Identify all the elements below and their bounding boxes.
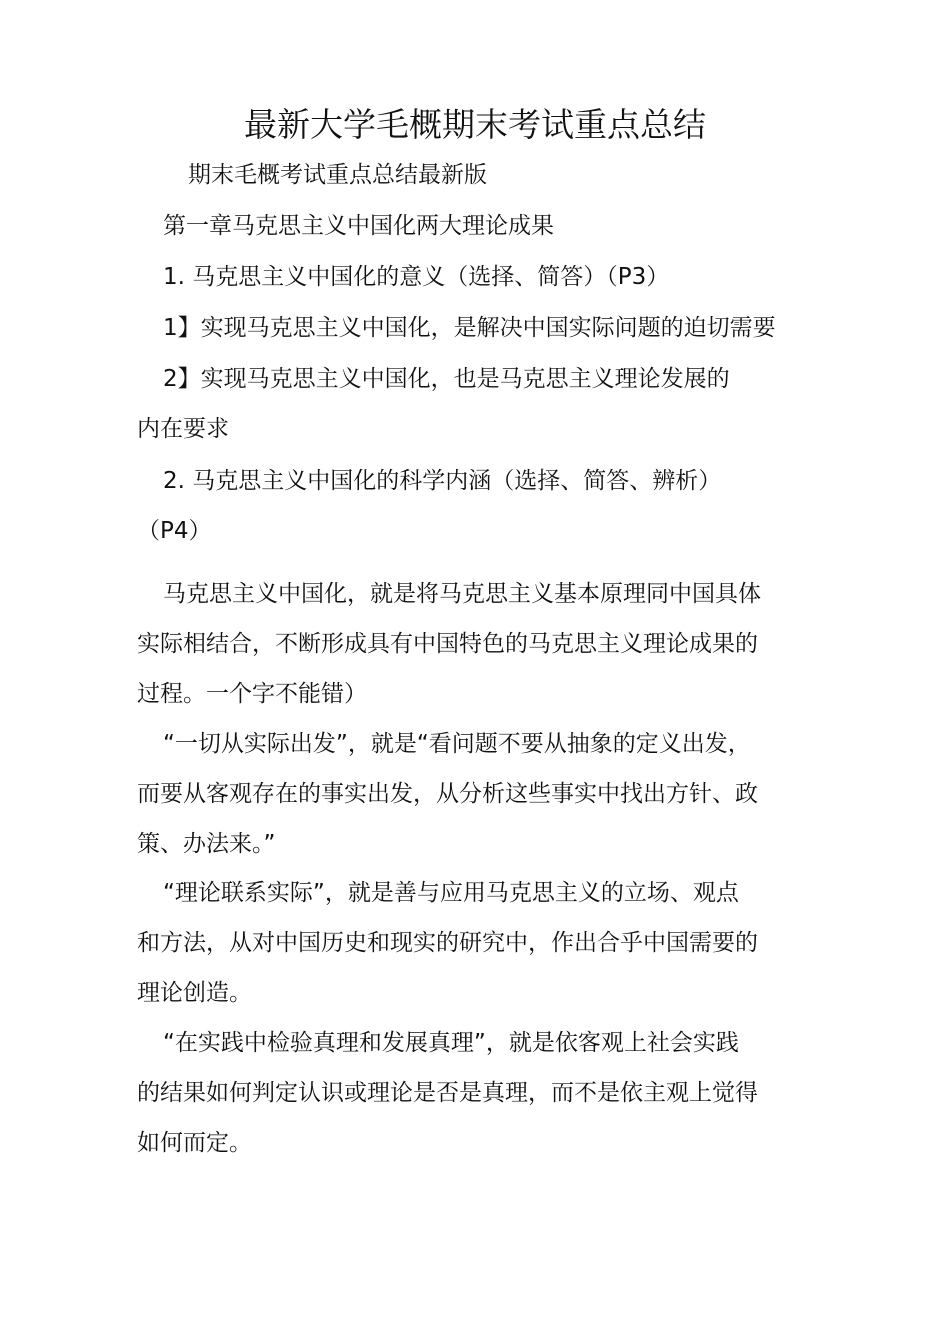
paragraph-line: “在实践中检验真理和发展真理”，就是依客观上社会实践 [163, 1030, 739, 1056]
paragraph-line: 策、办法来。” [137, 831, 276, 857]
document-title: 最新大学毛概期末考试重点总结 [244, 105, 706, 144]
paragraph-line: 理论创造。 [137, 980, 252, 1006]
paragraph-line: 和方法，从对中国历史和现实的研究中，作出合乎中国需要的 [137, 930, 758, 956]
paragraph-line: 马克思主义中国化，就是将马克思主义基本原理同中国具体 [163, 581, 761, 607]
paragraph-line: 而要从客观存在的事实出发，从分析这些事实中找出方针、政 [137, 781, 758, 807]
section-1-heading: 1. 马克思主义中国化的意义（选择、简答）（P3） [163, 264, 670, 290]
document-subtitle: 期末毛概考试重点总结最新版 [188, 162, 487, 188]
section-1-point-1: 1】实现马克思主义中国化，是解决中国实际问题的迫切需要 [163, 315, 776, 341]
section-1-point-2-continued: 内在要求 [137, 416, 229, 442]
section-2-heading: 2. 马克思主义中国化的科学内涵（选择、简答、辨析） [163, 468, 722, 494]
paragraph-line: 的结果如何判定认识或理论是否是真理，而不是依主观上觉得 [137, 1080, 758, 1106]
paragraph-line: “一切从实际出发”，就是“看问题不要从抽象的定义出发， [163, 731, 751, 757]
paragraph-line: “理论联系实际”，就是善与应用马克思主义的立场、观点 [163, 880, 739, 906]
section-1-point-2: 2】实现马克思主义中国化，也是马克思主义理论发展的 [163, 366, 730, 392]
paragraph-line: 实际相结合，不断形成具有中国特色的马克思主义理论成果的 [137, 631, 758, 657]
paragraph-line: 过程。一个字不能错） [137, 681, 367, 707]
chapter-heading: 第一章马克思主义中国化两大理论成果 [163, 213, 554, 239]
section-2-heading-continued: （P4） [137, 518, 212, 544]
paragraph-line: 如何而定。 [137, 1130, 252, 1156]
